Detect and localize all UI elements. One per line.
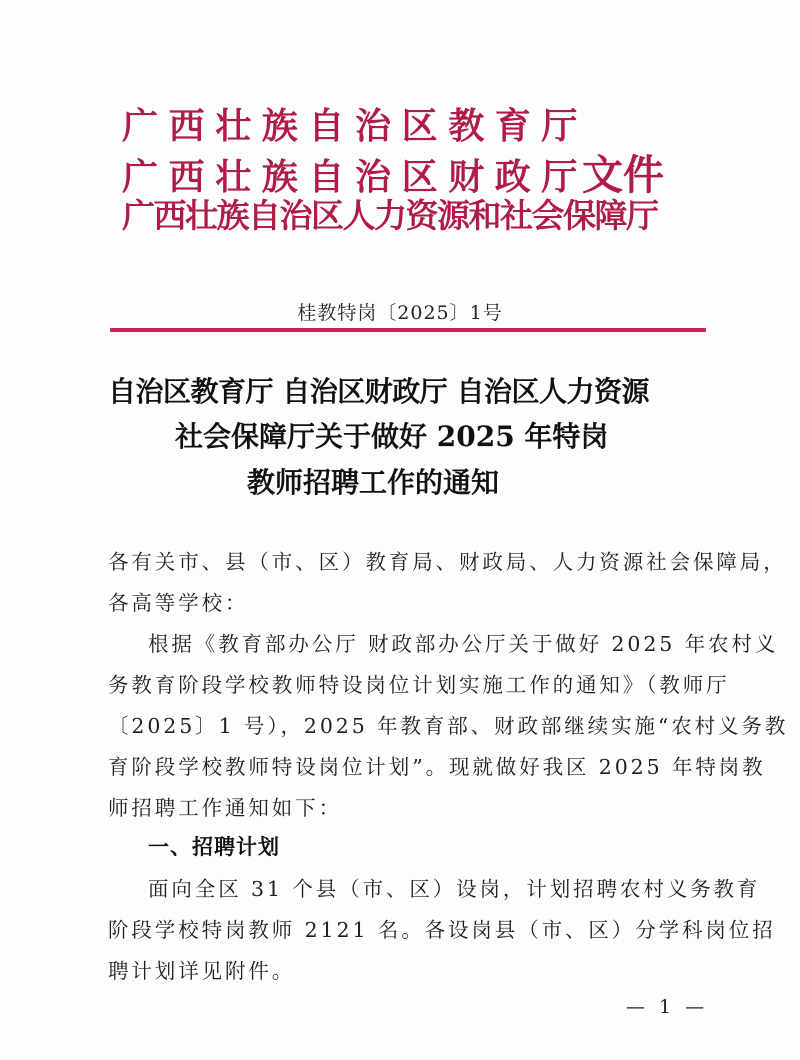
paragraph-1-line-4: 育阶段学校教师特设岗位计划”。现就做好我区 2025 年特岗教 [108,755,766,779]
document-number: 桂教特岗〔2025〕1号 [297,302,503,324]
title-line-3: 教师招聘工作的通知 [247,466,500,499]
title-line-2: 社会保障厅关于做好 2025 年特岗 [175,420,609,453]
addressee-line-2: 各高等学校： [108,591,249,615]
title-line-1: 自治区教育厅 自治区财政厅 自治区人力资源 [108,375,649,408]
paragraph-2-line-1: 面向全区 31 个县（市、区）设岗，计划招聘农村义务教育 [148,877,761,901]
issuer-hr-social-security-department [122,190,658,237]
section-heading-recruitment-plan: 一、招聘计划 [148,835,280,859]
paragraph-2-line-3: 聘计划详见附件。 [108,959,296,983]
addressee-line-1: 各有关市、县（市、区）教育局、财政局、人力资源社会保障局， [108,550,787,574]
page-number: — 1 — [626,996,709,1018]
document-suffix: 文件 [582,151,665,199]
issuer-1-text: 广西壮族自治区教育厅 [122,105,589,147]
red-divider-line [110,328,706,332]
paragraph-1-line-1: 根据《教育部办公厅 财政部办公厅关于做好 2025 年农村义 [148,632,779,656]
paragraph-2-line-2: 阶段学校特岗教师 2121 名。各设岗县（市、区）分学科岗位招 [108,918,776,942]
paragraph-1-line-3: 〔2025〕1 号），2025 年教育部、财政部继续实施“农村义务教 [108,714,789,738]
paragraph-1-line-5: 师招聘工作通知如下： [108,796,342,820]
issuer-3-text: 广西壮族自治区人力资源和社会保障厅 [122,196,658,235]
issuer-2-text: 广西壮族自治区财政厅 [122,156,589,198]
paragraph-1-line-2: 务教育阶段学校教师特设岗位计划实施工作的通知》（教师厅 [108,673,730,697]
